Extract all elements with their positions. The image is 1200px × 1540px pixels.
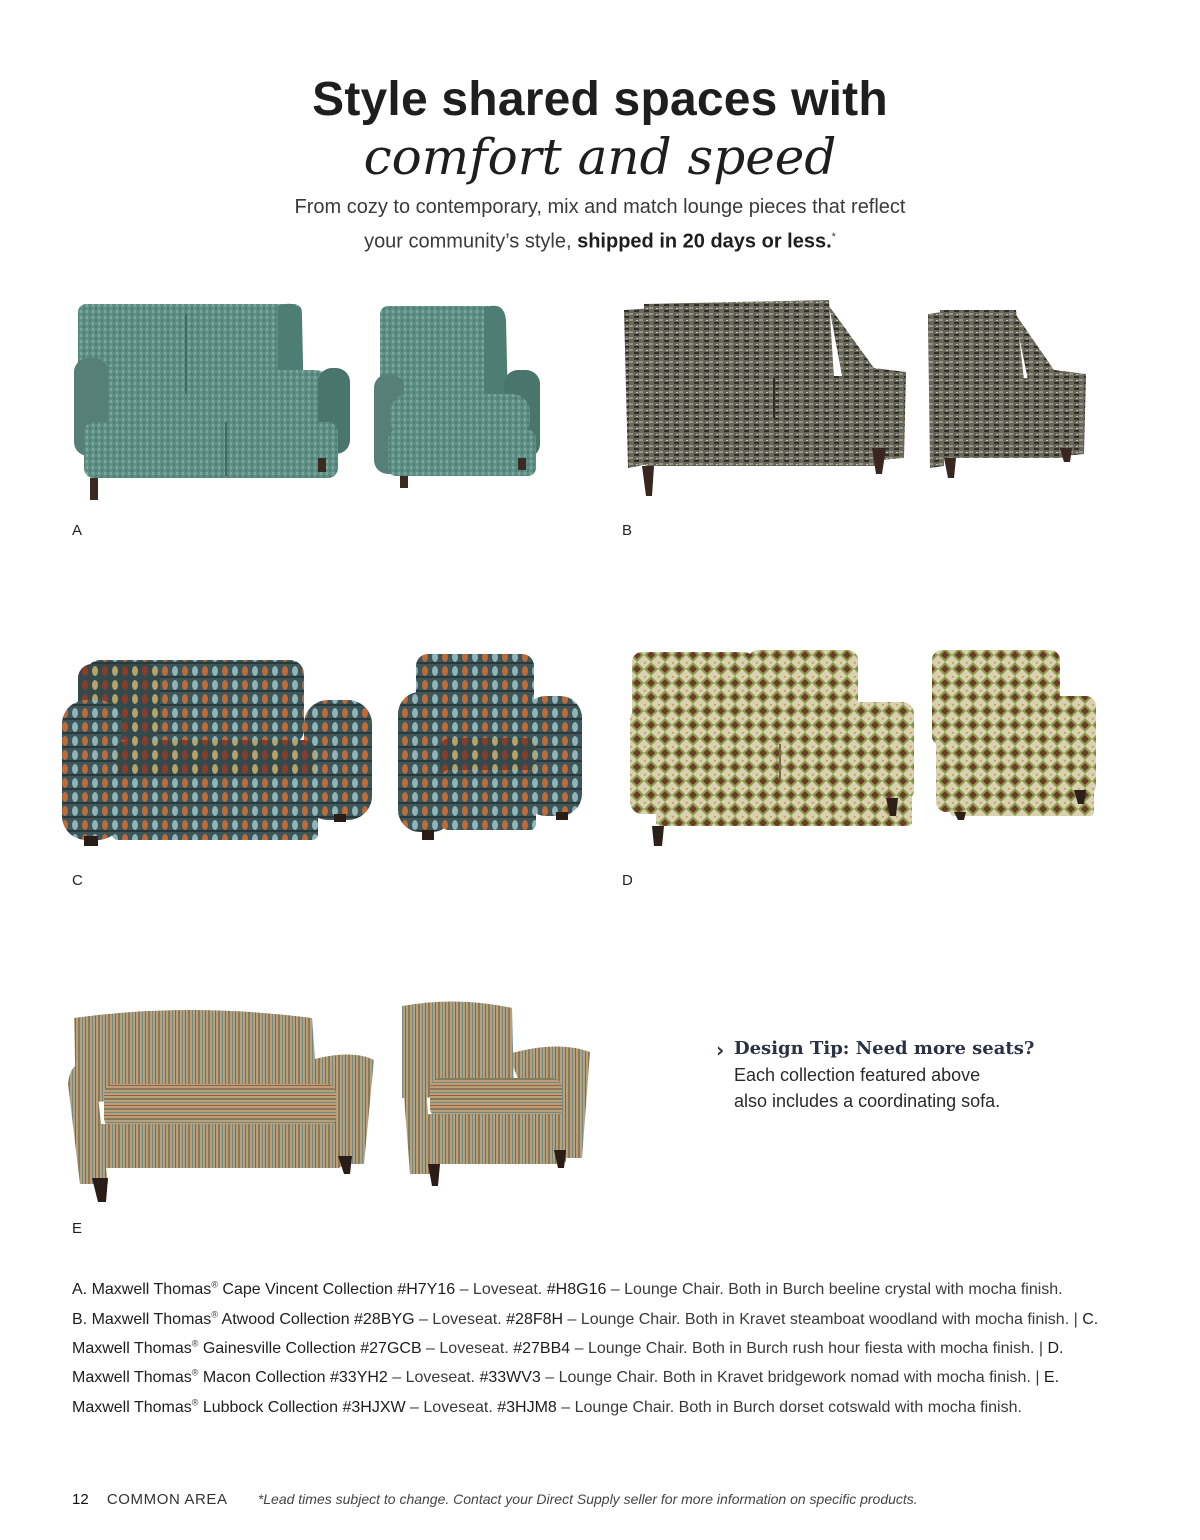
lounge-chair-d	[932, 650, 1096, 820]
product-d-letter: D	[622, 872, 633, 889]
design-tip-line-2: also includes a coordinating sofa.	[734, 1091, 1001, 1111]
subhead-line-1: From cozy to contemporary, mix and match lounge pieces that reflect	[294, 196, 906, 218]
lounge-chair-b	[928, 310, 1086, 478]
lounge-chair-e	[402, 1001, 590, 1186]
headline-line-1: Style shared spaces with	[312, 73, 888, 126]
design-tip-line-1: Each collection featured above	[734, 1065, 981, 1085]
desc-a: A. Maxwell Thomas® Cape Vincent Collection #H7Y16 – Loveseat. #H8G16 – Lounge Chair. Both in Burch beeline crystal with mocha finish.	[72, 1280, 1063, 1299]
lounge-chair-a	[374, 306, 540, 488]
product-d-image	[630, 648, 1100, 848]
subhead-asterisk: *	[831, 231, 836, 243]
product-a-image	[74, 298, 554, 508]
design-tip	[716, 1036, 1036, 1114]
product-descriptions	[72, 1273, 1117, 1420]
page-number: 12	[72, 1491, 89, 1508]
loveseat-d	[630, 650, 914, 846]
headline-line-2: comfort and speed	[363, 128, 837, 186]
loveseat-c	[62, 660, 372, 846]
section-name: COMMON AREA	[106, 1491, 228, 1508]
chevron-right-icon: ›	[716, 1038, 725, 1062]
subhead-line-2	[0, 222, 1200, 257]
subhead-shipping-emphasis: shipped in 20 days or less.	[577, 230, 832, 253]
loveseat-e	[68, 1010, 374, 1202]
desc-c: C. Maxwell Thomas® Gainesville Collection #27GCB – Loveseat. #27BB4 – Lounge Chair. Both in Burch rush hour fiesta with mocha finish. |	[72, 1310, 1099, 1357]
product-c-image	[60, 650, 585, 850]
page-subhead	[0, 192, 1200, 257]
loveseat-b	[624, 300, 906, 496]
product-e-image	[68, 998, 593, 1208]
product-e-letter: E	[72, 1220, 83, 1237]
product-a-letter: A	[72, 522, 83, 539]
product-b-letter: B	[622, 522, 633, 539]
product-c-letter: C	[72, 872, 83, 889]
design-tip-title: Design Tip: Need more seats?	[734, 1038, 1035, 1059]
product-b-image	[624, 298, 1094, 503]
desc-e: E. Maxwell Thomas® Lubbock Collection #3HJXW – Loveseat. #3HJM8 – Lounge Chair. Both in Burch dorset cotswald with mocha finish.	[72, 1369, 1060, 1416]
page-headline	[0, 72, 1200, 186]
desc-d: D. Maxwell Thomas® Macon Collection #33YH2 – Loveseat. #33WV3 – Lounge Chair. Both in Kravet bridgework nomad with mocha finish. |	[72, 1339, 1064, 1387]
page-footer	[72, 1491, 918, 1508]
footer-note: *Lead times subject to change. Contact your Direct Supply seller for more information on specific products.	[257, 1491, 918, 1507]
loveseat-a	[74, 304, 350, 500]
subhead-line-2-prefix: your community’s style,	[364, 230, 578, 253]
desc-b: B. Maxwell Thomas® Atwood Collection #28BYG – Loveseat. #28F8H – Lounge Chair. Both in Kravet steamboat woodland with mocha finish. |	[72, 1309, 1083, 1328]
lounge-chair-c	[398, 654, 582, 840]
